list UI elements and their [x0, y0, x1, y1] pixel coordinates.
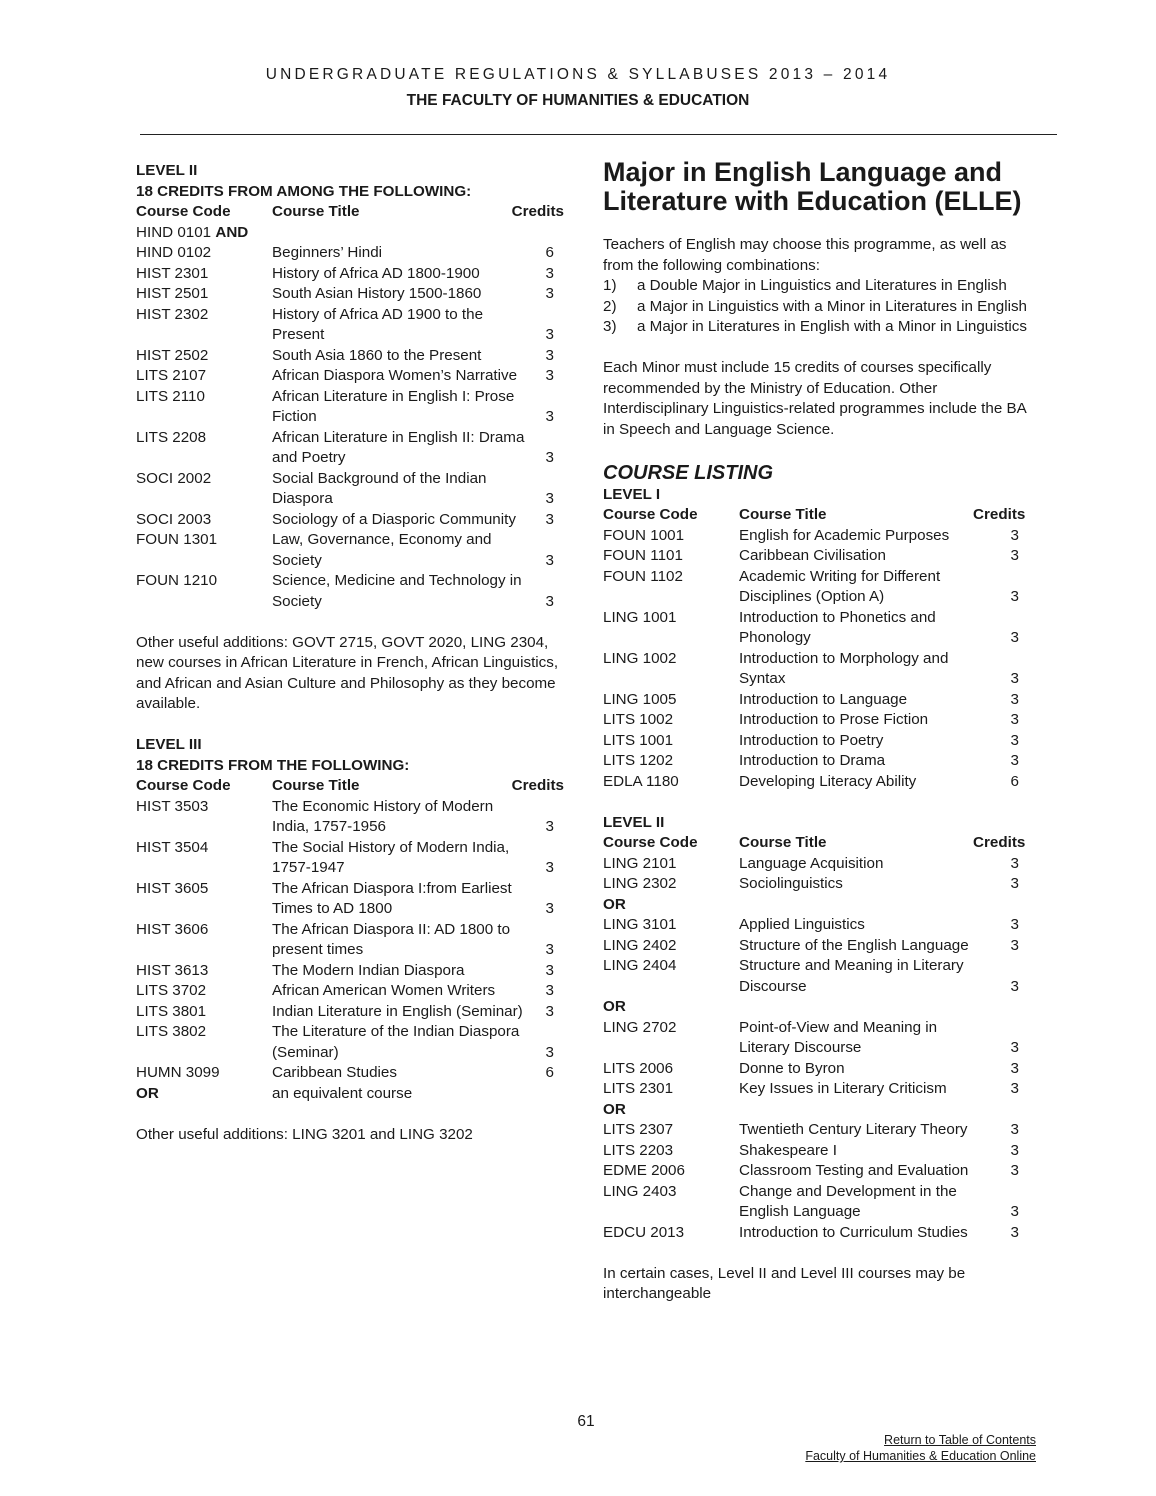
- running-header: UNDERGRADUATE REGULATIONS & SYLLABUSES 2013 – 2014: [265, 66, 891, 83]
- table-row: [136, 920, 564, 961]
- table-row: [136, 284, 564, 305]
- course-credits: 3: [545, 510, 554, 528]
- course-credits: 3: [545, 551, 554, 569]
- level2-course-table: [136, 243, 564, 612]
- course-title: Introduction to Prose Fiction: [739, 711, 929, 728]
- interchangeable-note: In certain cases, Level II and Level III courses may be interchangeable: [603, 1264, 966, 1302]
- table-row: [603, 854, 1035, 875]
- programme-title: Major in English Language and Literature with Education (ELLE): [603, 157, 1022, 216]
- course-title: History of Africa AD 1800-1900: [272, 264, 480, 282]
- course-code: HIST 3503: [136, 797, 209, 815]
- level2-heading: LEVEL II: [136, 162, 198, 179]
- footer-links: [805, 1432, 1036, 1464]
- or-row: [136, 1084, 564, 1105]
- course-code: LITS 2307: [603, 1121, 674, 1138]
- course-code: HIST 2301: [136, 264, 209, 282]
- table-row: [136, 469, 564, 510]
- table-row: [603, 1182, 1035, 1223]
- course-code: LITS 3801: [136, 1002, 207, 1020]
- table-row: [603, 915, 1035, 936]
- course-title: The African Diaspora II: AD 1800 to present times: [272, 920, 511, 958]
- course-title: Social Background of the Indian Diaspora: [272, 469, 487, 507]
- course-credits: 3: [1010, 670, 1019, 687]
- table-row: [603, 567, 1035, 608]
- course-credits: 3: [1010, 588, 1019, 605]
- course-code: HIST 3613: [136, 961, 209, 979]
- course-credits: 3: [545, 961, 554, 979]
- table-row: [136, 366, 564, 387]
- course-title: African Literature in English II: Drama and Poetry: [272, 428, 525, 466]
- table-row: [603, 874, 1035, 895]
- course-code: SOCI 2003: [136, 510, 212, 528]
- course-code: LITS 2208: [136, 428, 207, 446]
- col-credits-header: Credits: [973, 506, 1026, 523]
- course-title: Introduction to Poetry: [739, 731, 884, 749]
- course-title: The Social History of Modern India, 1757-1947: [272, 838, 510, 876]
- course-title: African American Women Writers: [272, 982, 496, 999]
- course-credits: 6: [545, 244, 554, 261]
- course-credits: 3: [1010, 1039, 1019, 1056]
- course-listing-heading: COURSE LISTING: [603, 461, 774, 484]
- course-credits: 3: [1010, 1223, 1019, 1241]
- hind-first-code: HIND 0101: [136, 223, 212, 241]
- level3-course-table: [136, 797, 564, 1084]
- table-header: [136, 202, 564, 223]
- or-label: OR: [136, 1084, 159, 1102]
- course-credits: 3: [1010, 752, 1019, 769]
- level3-heading: LEVEL III: [136, 736, 202, 753]
- course-credits: 3: [545, 285, 554, 302]
- faculty-header: THE FACULTY OF HUMANITIES & EDUCATION: [406, 92, 750, 109]
- table-row: [603, 956, 1035, 997]
- course-credits: 3: [545, 1002, 554, 1020]
- or-row: [603, 895, 1035, 916]
- course-code: LING 2101: [603, 854, 677, 872]
- course-title: Introduction to Curriculum Studies: [739, 1223, 968, 1241]
- course-title: History of Africa AD 1900 to the Present: [272, 305, 484, 343]
- course-credits: 3: [545, 449, 554, 466]
- course-code: LITS 1202: [603, 752, 674, 769]
- course-credits: 3: [1010, 1059, 1019, 1077]
- course-title: Sociolinguistics: [739, 875, 843, 892]
- col-code-header: Course Code: [136, 203, 231, 220]
- course-credits: 3: [545, 592, 554, 610]
- col-credits-header: Credits: [511, 777, 564, 794]
- table-row: [136, 510, 564, 531]
- toc-link[interactable]: Return to Table of Contents: [884, 1433, 1036, 1447]
- course-credits: 3: [545, 408, 554, 425]
- course-code: HIST 2302: [136, 305, 209, 323]
- level2-course-table: [603, 854, 1035, 1244]
- course-code: EDCU 2013: [603, 1223, 685, 1241]
- level1-course-table: [603, 526, 1035, 793]
- course-code: OR: [603, 1100, 626, 1118]
- course-code: LING 1005: [603, 690, 677, 708]
- course-title: African Literature in English I: Prose Fiction: [272, 387, 515, 425]
- course-title: Applied Linguistics: [739, 916, 865, 933]
- course-code: LITS 1001: [603, 731, 674, 749]
- course-code: LITS 2107: [136, 367, 207, 384]
- table-row: [603, 710, 1035, 731]
- table-header: [603, 505, 1035, 526]
- course-credits: 3: [1010, 875, 1019, 892]
- col-credits-header: Credits: [973, 834, 1026, 851]
- table-row: [136, 797, 564, 838]
- course-credits: 3: [1010, 711, 1019, 728]
- course-credits: 3: [1010, 854, 1019, 872]
- course-title: Structure of the English Language: [739, 936, 969, 954]
- list-item: 2) a Major in Linguistics with a Minor in Literatures in English: [603, 297, 1027, 315]
- course-credits: 3: [545, 264, 554, 282]
- course-title: Twentieth Century Literary Theory: [739, 1121, 968, 1138]
- course-credits: 6: [545, 1064, 554, 1081]
- table-row: [136, 879, 564, 920]
- table-row: [603, 690, 1035, 711]
- level3-requirement: 18 CREDITS FROM THE FOLLOWING:: [136, 756, 410, 774]
- course-code: HIST 2502: [136, 346, 209, 364]
- table-row: [136, 530, 564, 571]
- table-row: [136, 571, 564, 612]
- course-title: The Literature of the Indian Diaspora (Seminar): [272, 1023, 520, 1061]
- table-row: [136, 346, 564, 367]
- table-row: [603, 546, 1035, 567]
- combination-list: [603, 276, 1035, 338]
- table-row: [136, 1063, 564, 1084]
- table-row: [603, 1059, 1035, 1080]
- table-row: [603, 1141, 1035, 1162]
- course-credits: 3: [545, 346, 554, 364]
- course-title: African Diaspora Women’s Narrative: [272, 367, 518, 384]
- course-code: HIST 3504: [136, 838, 209, 856]
- course-credits: 3: [1010, 936, 1019, 954]
- course-code: LING 2403: [603, 1182, 677, 1200]
- level3-note: Other useful additions: LING 3201 and LING 3202: [136, 1125, 473, 1143]
- course-code: LITS 3802: [136, 1023, 207, 1040]
- table-row: [603, 608, 1035, 649]
- course-credits: 3: [545, 982, 554, 999]
- table-row: [136, 961, 564, 982]
- table-header: [136, 776, 564, 797]
- course-title: Structure and Meaning in Literary Discourse: [739, 957, 964, 995]
- col-credits-header: Credits: [511, 203, 564, 220]
- table-row: [603, 1120, 1035, 1141]
- table-row: [136, 305, 564, 346]
- course-credits: 3: [545, 818, 554, 835]
- left-column: [136, 161, 564, 1145]
- course-title: Indian Literature in English (Seminar): [272, 1002, 523, 1020]
- course-credits: 3: [1010, 1121, 1019, 1138]
- table-row: [603, 731, 1035, 752]
- table-row: [136, 264, 564, 285]
- course-code: HIND 0102: [136, 244, 212, 261]
- course-title: Language Acquisition: [739, 854, 884, 872]
- course-credits: 3: [1010, 690, 1019, 708]
- course-credits: 3: [545, 367, 554, 384]
- table-row: [603, 936, 1035, 957]
- col-code-header: Course Code: [136, 777, 231, 794]
- course-credits: 3: [1010, 731, 1019, 749]
- course-title: [739, 997, 977, 1018]
- course-credits: 3: [545, 326, 554, 343]
- col-title-header: Course Title: [272, 203, 360, 220]
- course-title: Caribbean Studies: [272, 1064, 397, 1081]
- course-code: HIST 3606: [136, 920, 209, 938]
- course-credits: 3: [1010, 1141, 1019, 1159]
- minor-note: Each Minor must include 15 credits of courses specifically recommended by the Ministry of Education. Other Interdisciplinary Linguistics-related programmes include the BA in Speech and Language Science.: [603, 359, 1026, 438]
- table-row: [136, 243, 564, 264]
- table-row: [603, 772, 1035, 793]
- course-credits: 3: [545, 900, 554, 917]
- course-code: LITS 2006: [603, 1059, 674, 1077]
- course-code: LING 2404: [603, 957, 677, 974]
- col-title-header: Course Title: [739, 834, 827, 851]
- course-title: Academic Writing for Different Disciplines (Option A): [739, 567, 941, 605]
- programme-intro: Teachers of English may choose this programme, as well as from the following combinations:: [603, 236, 1007, 274]
- course-code: LITS 1002: [603, 711, 674, 728]
- level2-note: Other useful additions: GOVT 2715, GOVT 2020, LING 2304, new courses in African Literature in French, African Linguistics, and African and Asian Culture and Philosophy as they become available.: [136, 633, 559, 712]
- or-row: [603, 997, 1035, 1018]
- course-code: FOUN 1102: [603, 567, 683, 585]
- course-code: FOUN 1101: [603, 547, 683, 564]
- course-title: Change and Development in the English Language: [739, 1182, 957, 1220]
- course-credits: 3: [1010, 1162, 1019, 1179]
- table-header: [603, 833, 1035, 854]
- table-row: [603, 751, 1035, 772]
- course-credits: 3: [1010, 916, 1019, 933]
- course-code: OR: [603, 998, 626, 1015]
- table-row: [136, 1002, 564, 1023]
- course-title: South Asian History 1500-1860: [272, 285, 482, 302]
- col-title-header: Course Title: [272, 777, 360, 794]
- table-row: [603, 1079, 1035, 1100]
- or-text: an equivalent course: [272, 1084, 413, 1102]
- course-title: Introduction to Drama: [739, 752, 886, 769]
- level1-heading: LEVEL I: [603, 485, 661, 503]
- course-credits: 3: [1010, 1203, 1019, 1220]
- course-title: Introduction to Morphology and Syntax: [739, 649, 949, 687]
- table-row: [603, 526, 1035, 547]
- course-credits: 6: [1010, 772, 1019, 790]
- list-item: 3) a Major in Literatures in English with a Minor in Linguistics: [603, 318, 1027, 335]
- table-row: [603, 1161, 1035, 1182]
- course-code: LING 2302: [603, 875, 677, 892]
- table-row: [603, 1018, 1035, 1059]
- course-credits: 3: [1010, 526, 1019, 544]
- course-code: FOUN 1210: [136, 572, 218, 589]
- course-title: Science, Medicine and Technology in Society: [272, 572, 522, 610]
- col-code-header: Course Code: [603, 506, 698, 523]
- course-credits: 3: [1010, 547, 1019, 564]
- course-title: Sociology of a Diasporic Community: [272, 510, 516, 528]
- course-code: LITS 2110: [136, 387, 205, 405]
- course-title: The African Diaspora I:from Earliest Times to AD 1800: [272, 879, 512, 917]
- page-number: 61: [577, 1413, 595, 1430]
- course-credits: 3: [1010, 629, 1019, 646]
- course-credits: 3: [545, 859, 554, 876]
- course-credits: 3: [545, 490, 554, 507]
- course-code: FOUN 1301: [136, 531, 218, 548]
- hind-prereq-row: [136, 223, 564, 244]
- course-code: EDLA 1180: [603, 772, 679, 790]
- course-title: [739, 895, 977, 916]
- course-code: EDME 2006: [603, 1162, 685, 1179]
- level2-heading: LEVEL II: [603, 813, 665, 831]
- table-row: [136, 387, 564, 428]
- course-code: HUMN 3099: [136, 1064, 220, 1081]
- list-item: 1) a Double Major in Linguistics and Literatures in English: [603, 277, 1007, 294]
- course-code: LING 1001: [603, 608, 677, 626]
- course-title: Caribbean Civilisation: [739, 547, 886, 564]
- course-title: Beginners’ Hindi: [272, 244, 383, 261]
- course-code: LITS 2203: [603, 1141, 674, 1159]
- or-row: [603, 1100, 1035, 1121]
- course-title: Classroom Testing and Evaluation: [739, 1162, 969, 1179]
- course-code: OR: [603, 895, 626, 913]
- course-credits: 3: [545, 1043, 554, 1061]
- col-title-header: Course Title: [739, 506, 827, 523]
- course-credits: 3: [1010, 1080, 1019, 1097]
- course-code: HIST 2501: [136, 285, 209, 302]
- level2-requirement: 18 CREDITS FROM AMONG THE FOLLOWING:: [136, 182, 472, 200]
- course-title: Donne to Byron: [739, 1059, 845, 1077]
- course-code: HIST 3605: [136, 879, 209, 897]
- course-title: Shakespeare I: [739, 1141, 837, 1159]
- course-code: LING 3101: [603, 916, 677, 933]
- table-row: [603, 1223, 1035, 1244]
- course-title: English for Academic Purposes: [739, 526, 950, 544]
- table-row: [136, 981, 564, 1002]
- col-code-header: Course Code: [603, 834, 698, 851]
- right-column: [603, 158, 1035, 1305]
- course-code: LITS 2301: [603, 1080, 674, 1097]
- and-label: AND: [215, 223, 249, 241]
- course-code: LING 1002: [603, 649, 677, 667]
- course-title: The Modern Indian Diaspora: [272, 961, 465, 979]
- course-title: Introduction to Phonetics and Phonology: [739, 608, 936, 646]
- header-rule: [140, 134, 1057, 135]
- course-code: FOUN 1001: [603, 526, 685, 544]
- table-row: [136, 428, 564, 469]
- course-code: LITS 3702: [136, 982, 207, 999]
- course-title: Point-of-View and Meaning in Literary Discourse: [739, 1018, 938, 1056]
- table-row: [136, 838, 564, 879]
- faculty-online-link[interactable]: Faculty of Humanities & Education Online: [805, 1449, 1036, 1463]
- course-title: South Asia 1860 to the Present: [272, 346, 482, 364]
- course-code: LING 2702: [603, 1018, 677, 1036]
- course-credits: 3: [545, 941, 554, 958]
- course-code: SOCI 2002: [136, 469, 212, 487]
- course-credits: 3: [1010, 977, 1019, 995]
- course-title: Key Issues in Literary Criticism: [739, 1080, 947, 1097]
- table-row: [603, 649, 1035, 690]
- course-code: LING 2402: [603, 936, 677, 954]
- table-row: [136, 1022, 564, 1063]
- course-title: Developing Literacy Ability: [739, 772, 917, 790]
- course-title: Introduction to Language: [739, 690, 908, 708]
- course-title: The Economic History of Modern India, 1757-1956: [272, 797, 494, 835]
- course-title: [739, 1100, 977, 1121]
- course-title: Law, Governance, Economy and Society: [272, 531, 492, 569]
